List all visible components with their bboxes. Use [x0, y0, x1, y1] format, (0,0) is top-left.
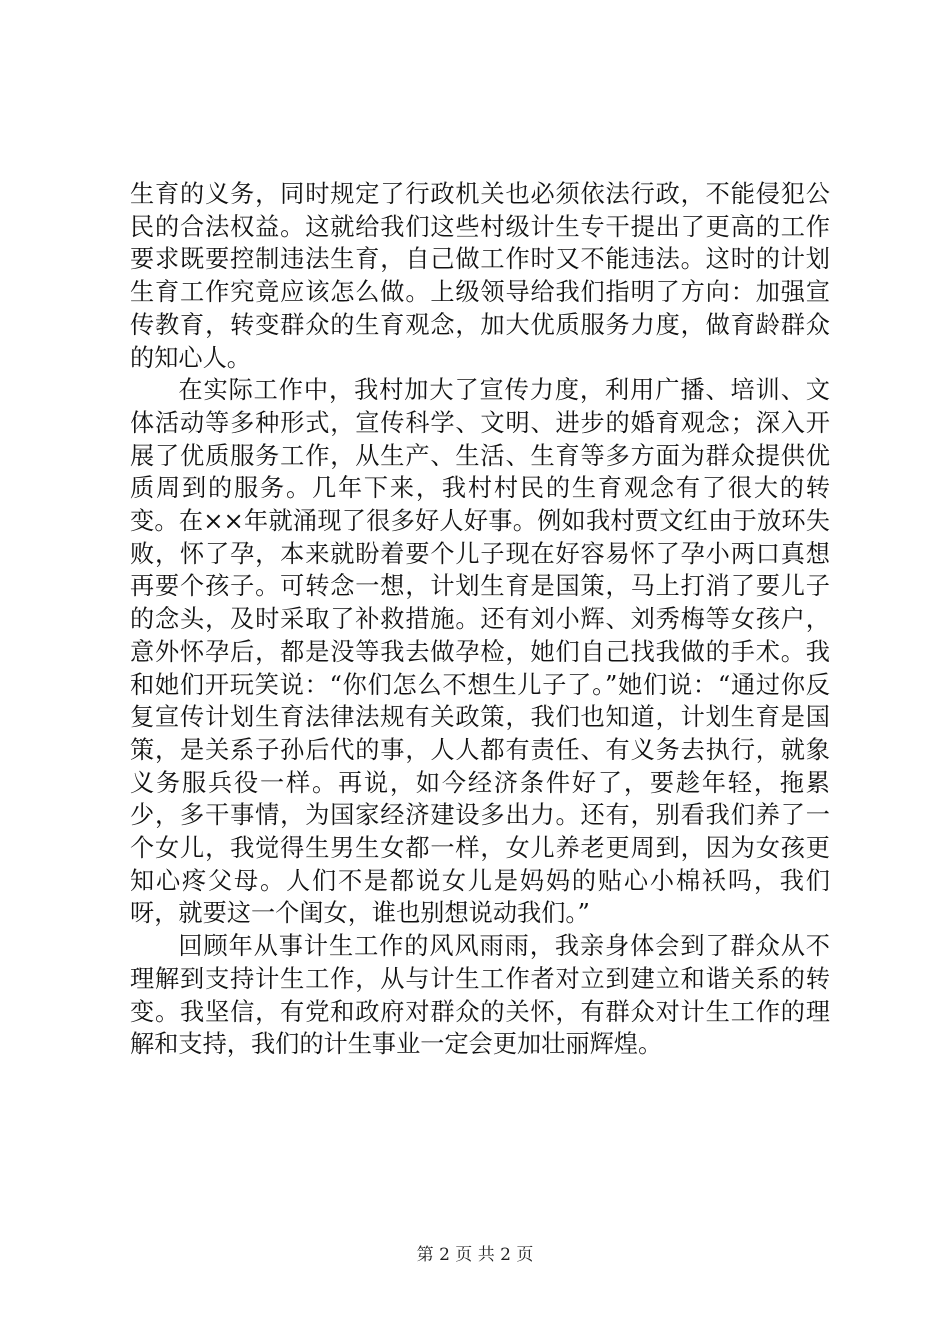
page-footer: 第 2 页 共 2 页	[416, 1245, 534, 1265]
paragraph-conclusion: 回顾年从事计生工作的风风雨雨，我亲身体会到了群众从不理解到支持计生工作，从与计生工作者对立到建立和谐关系的转变。我坚信，有党和政府对群众的关怀，有群众对计生工作的理解和支持，我们的计生事业一定会更加壮丽辉煌。	[130, 932, 830, 1059]
document-body	[130, 178, 830, 1061]
paragraph-continuation: 生育的义务，同时规定了行政机关也必须依法行政，不能侵犯公民的合法权益。这就给我们这些村级计生专干提出了更高的工作要求既要控制违法生育，自己做工作时又不能违法。这时的计划生育工作究竟应该怎么做。上级领导给我们指明了方向：加强宣传教育，转变群众的生育观念，加大优质服务力度，做育龄群众的知心人。	[130, 180, 830, 372]
paragraph-practical-work: 在实际工作中，我村加大了宣传力度，利用广播、培训、文体活动等多种形式，宣传科学、文明、进步的婚育观念；深入开展了优质服务工作，从生产、生活、生育等多方面为群众提供优质周到的服务。几年下来，我村村民的生育观念有了很大的转变。在××年就涌现了很多好人好事。例如我村贾文红由于放环失败，怀了孕，本来就盼着要个儿子现在好容易怀了孕小两口真想再要个孩子。可转念一想，计划生育是国策，马上打消了要儿子的念头，及时采取了补救措施。还有刘小辉、刘秀梅等女孩户，意外怀孕后，都是没等我去做孕检，她们自己找我做的手术。我和她们开玩笑说：“你们怎么不想生儿子了。”她们说：“通过你反复宣传计划生育法律法规有关政策，我们也知道，计划生育是国策，是关系子孙后代的事，人人都有责任、有义务去执行，就象义务服兵役一样。再说，如今经济条件好了，要趁年轻，拖累少，多干事情，为国家经济建设多出力。还有，别看我们养了一个女儿，我觉得生男生女都一样，女儿养老更周到，因为女孩更知心疼父母。人们不是都说女儿是妈妈的贴心小棉袄吗，我们呀，就要这一个闺女，谁也别想说动我们。”	[130, 376, 830, 928]
